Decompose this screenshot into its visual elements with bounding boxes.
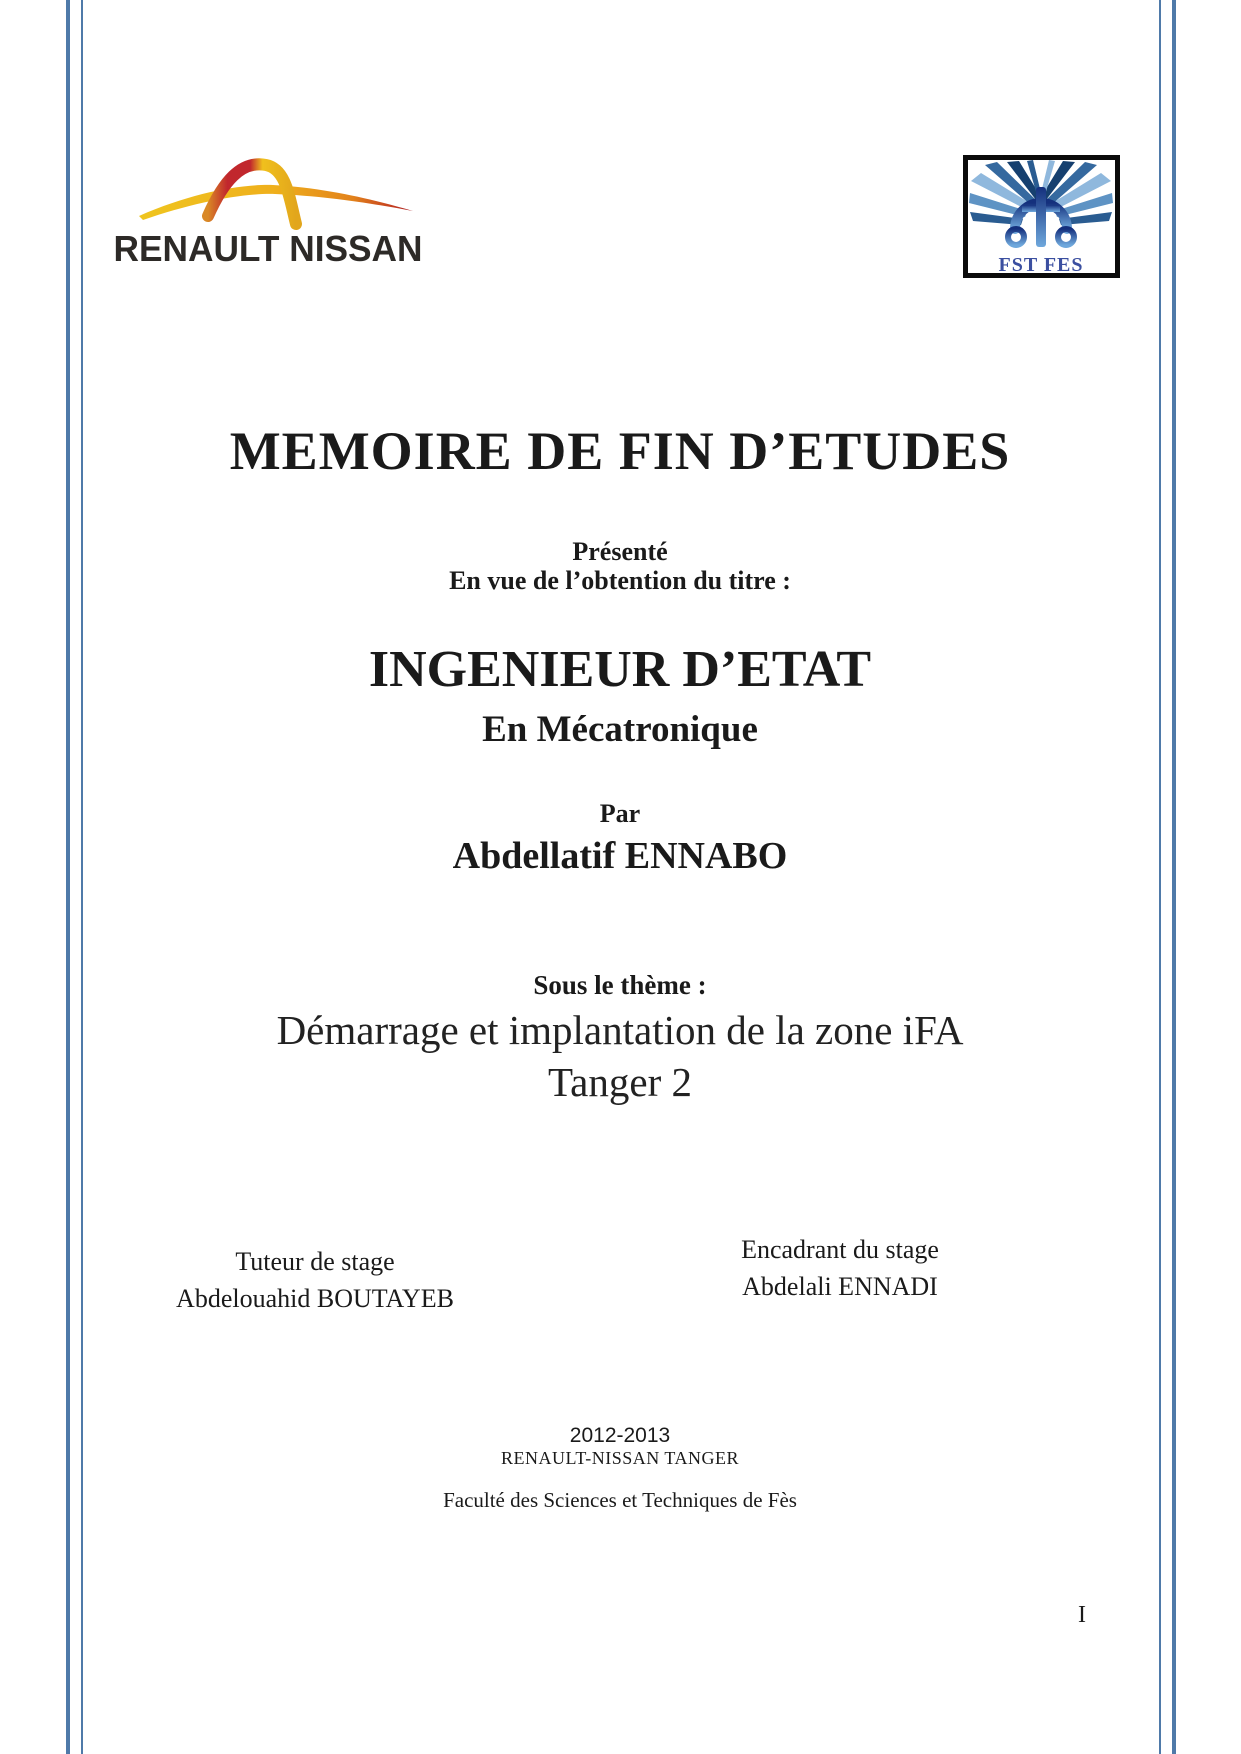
advisor-name: Abdelali ENNADI: [742, 1272, 938, 1301]
footer-years: 2012-2013: [569, 1424, 671, 1447]
degree-title: INGENIEUR D’ETAT: [368, 641, 872, 698]
renault-nissan-arch-icon: [103, 148, 433, 232]
degree-specialty: En Mécatronique: [482, 709, 758, 750]
advisor-role: Encadrant du stage: [741, 1235, 939, 1264]
by-label: Par: [599, 799, 641, 828]
presented-line: Présenté: [572, 537, 668, 566]
main-title: MEMOIRE DE FIN D’ETUDES: [229, 421, 1011, 481]
footer-faculty: Faculté des Sciences et Techniques de Fès: [443, 1488, 797, 1512]
renault-nissan-logo: [96, 148, 440, 270]
tutor-role: Tuteur de stage: [235, 1247, 395, 1276]
renault-nissan-logo-text: RENAULT NISSAN: [113, 228, 423, 269]
author-name: Abdellatif ENNABO: [452, 835, 788, 877]
page-number: I: [1078, 1602, 1086, 1628]
tutor-block: [120, 1243, 510, 1317]
theme-label: Sous le thème :: [533, 970, 707, 1000]
advisor-block: [650, 1231, 1030, 1305]
tutor-name: Abdelouahid BOUTAYEB: [176, 1284, 454, 1313]
fst-fes-logo: [963, 155, 1120, 278]
page-border-left-outer: [66, 0, 70, 1754]
footer-company: RENAULT-NISSAN TANGER: [501, 1448, 739, 1468]
page-border-right-inner: [1159, 0, 1161, 1754]
theme-title-line1: Démarrage et implantation de la zone iFA: [276, 1007, 964, 1053]
page-border-left-inner: [81, 0, 83, 1754]
purpose-line: En vue de l’obtention du titre :: [449, 566, 791, 595]
fst-logo-text: FST FES: [998, 254, 1084, 276]
theme-title-line2: Tanger 2: [548, 1059, 692, 1105]
page-border-right-outer: [1172, 0, 1176, 1754]
